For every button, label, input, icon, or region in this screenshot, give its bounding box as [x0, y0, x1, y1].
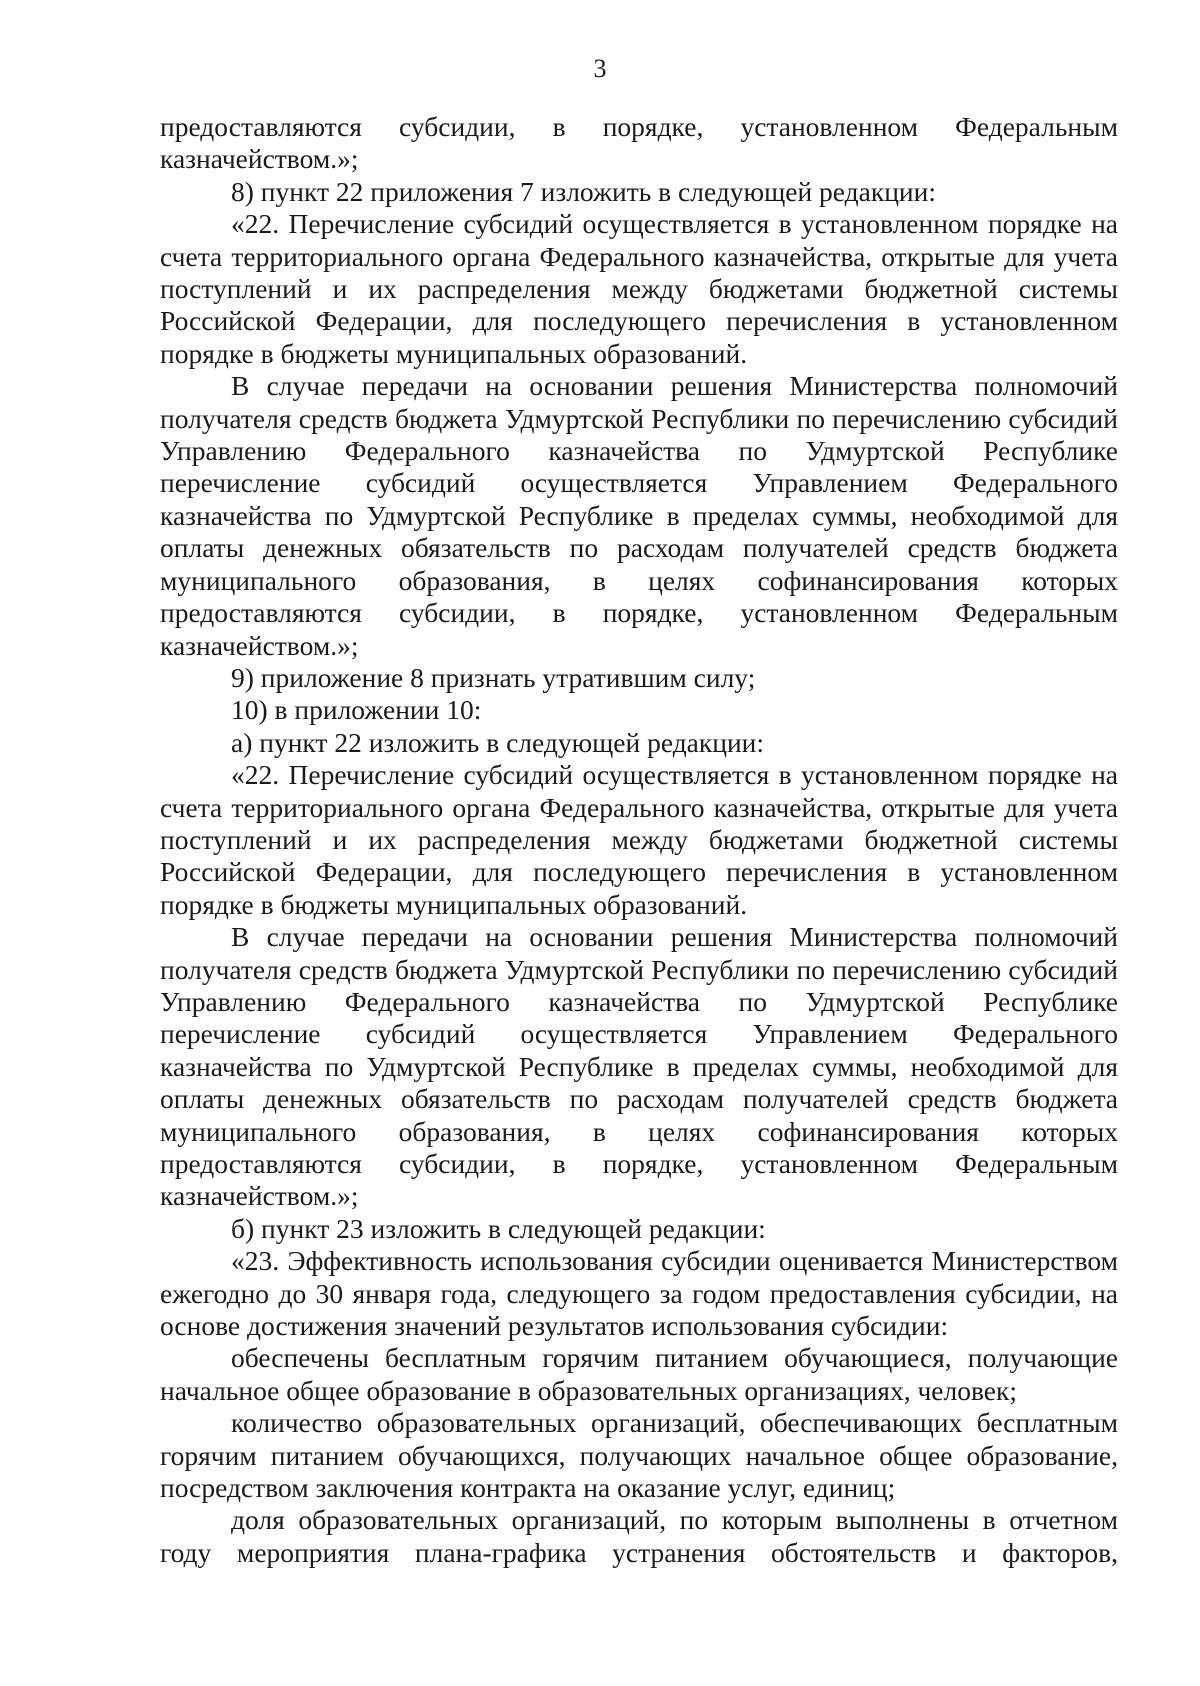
paragraph-9: В случае передачи на основании решения Министерства полномочий получателя средств бюджета Удмуртской Республики по перечислению субсидий Управлению Федерального казначейства по Удмуртской Республике перечисление субсидий осуществляется Управлением Федерального казначейства по Удмуртской Республике в пределах суммы, необходимой для оплаты денежных обязательств по расходам получателей средств бюджета муниципального образования, в целях софинансирования которых предоставляются субсидии, в порядке, установленном Федеральным казначейством.»;	[160, 921, 1118, 1212]
paragraph-5: 9) приложение 8 признать утратившим силу;	[231, 661, 756, 693]
paragraph-10: б) пункт 23 изложить в следующей редакции:	[231, 1212, 766, 1244]
paragraph-4: В случае передачи на основании решения Министерства полномочий получателя средств бюджета Удмуртской Республики по перечислению субсидий Управлению Федерального казначейства по Удмуртской Республике перечисление субсидий осуществляется Управлением Федерального казначейства по Удмуртской Республике в пределах суммы, необходимой для оплаты денежных обязательств по расходам получателей средств бюджета муниципального образования, в целях софинансирования которых предоставляются субсидии, в порядке, установленном Федеральным казначейством.»;	[160, 370, 1118, 661]
paragraph-11: «23. Эффективность использования субсидии оценивается Министерством ежегодно до 30 января года, следующего за годом предоставления субсидии, на основе достижения значений результатов использования субсидии:	[160, 1245, 1118, 1342]
paragraph-13: количество образовательных организаций, обеспечивающих бесплатным горячим питанием обучающихся, получающих начальное общее образование, посредством заключения контракта на оказание услуг, единиц;	[160, 1407, 1118, 1504]
paragraph-3: «22. Перечисление субсидий осуществляется в установленном порядке на счета территориального органа Федерального казначейства, открытые для учета поступлений и их распределения между бюджетами бюджетной системы Российской Федерации, для последующего перечисления в установленном порядке в бюджеты муниципальных образований.	[160, 208, 1118, 369]
paragraph-2: 8) пункт 22 приложения 7 изложить в следующей редакции:	[231, 175, 936, 207]
document-body	[160, 111, 1118, 1569]
paragraph-12: обеспечены бесплатным горячим питанием обучающиеся, получающие начальное общее образование в образовательных организациях, человек;	[160, 1342, 1118, 1406]
paragraph-14: доля образовательных организаций, по которым выполнены в отчетном году мероприятия плана-графика устранения обстоятельств и факторов,	[160, 1504, 1118, 1568]
paragraph-6: 10) в приложении 10:	[231, 694, 482, 726]
paragraph-7: а) пункт 22 изложить в следующей редакции:	[231, 726, 765, 758]
paragraph-8: «22. Перечисление субсидий осуществляется в установленном порядке на счета территориального органа Федерального казначейства, открытые для учета поступлений и их распределения между бюджетами бюджетной системы Российской Федерации, для последующего перечисления в установленном порядке в бюджеты муниципальных образований.	[160, 759, 1118, 920]
page-number: 3	[593, 54, 607, 83]
paragraph-1: предоставляются субсидии, в порядке, установленном Федеральным казначейством.»;	[160, 111, 1118, 175]
